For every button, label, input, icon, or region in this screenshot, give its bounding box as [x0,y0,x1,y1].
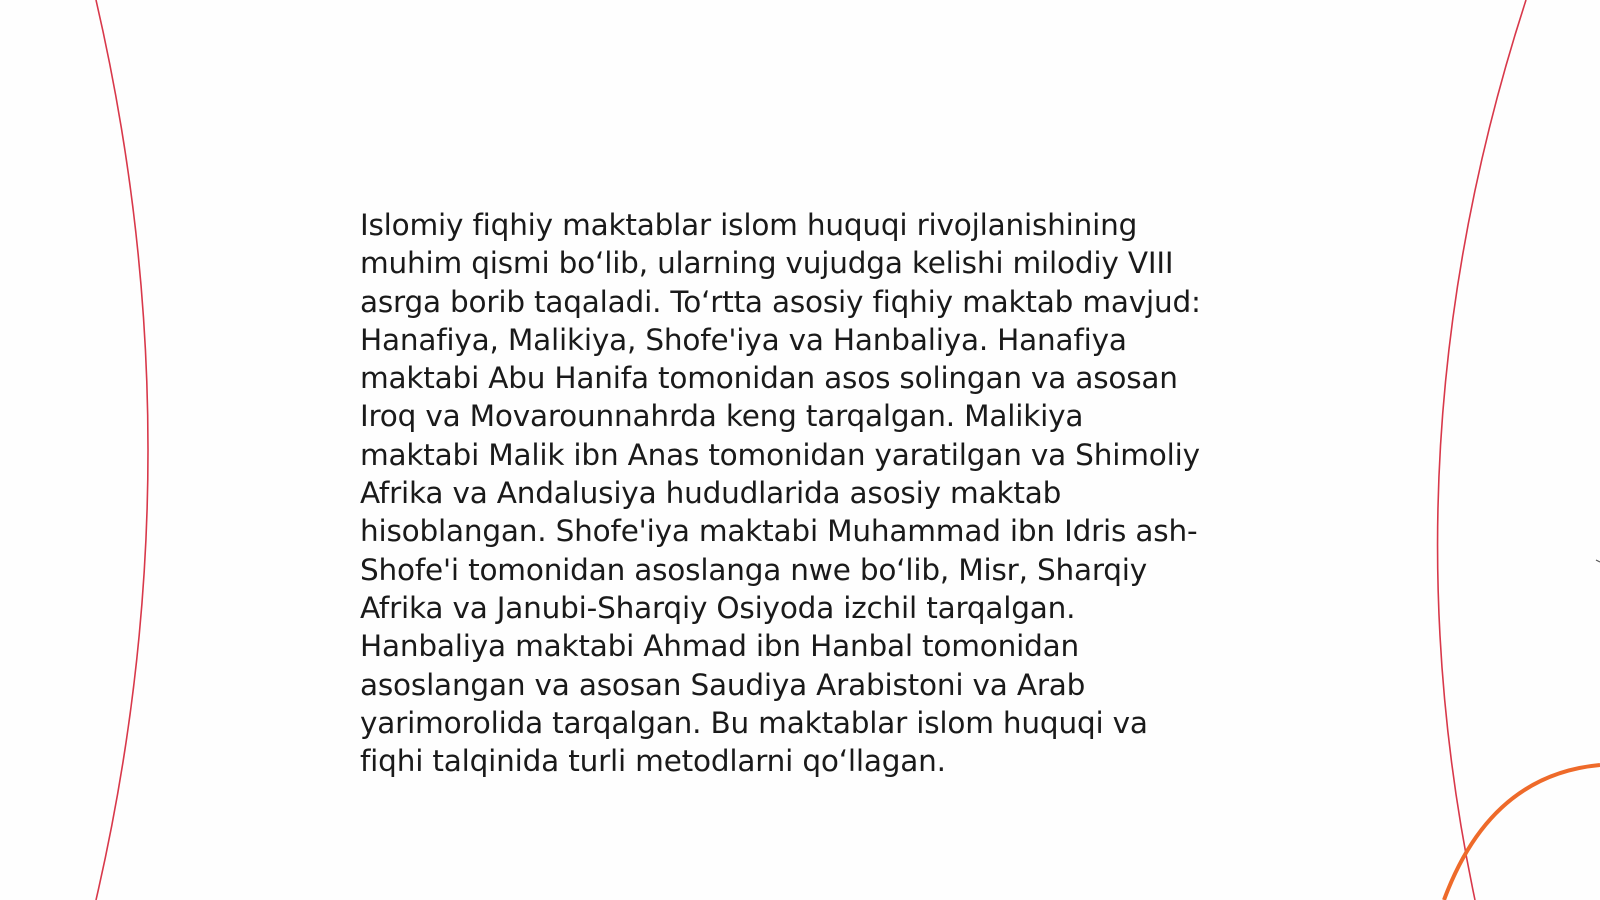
body-line: fiqhi talqinida turli metodlarni qoʻllagan. [360,744,946,779]
body-line: maktabi Abu Hanifa tomonidan asos solingan va asosan [360,361,1178,396]
corner-arc [1444,765,1600,900]
body-line: Islomiy fiqhiy maktablar islom huquqi rivojlanishining [360,208,1138,242]
body-paragraph [360,206,1230,780]
body-line: asrga borib taqaladi. Toʻrtta asosiy fiqhiy maktab mavjud: [360,284,1201,319]
body-line: yarimorolida tarqalgan. Bu maktablar islom huquqi va [360,705,1148,740]
left-curve [96,0,148,900]
body-line: muhim qismi boʻlib, ularning vujudga kelishi milodiy VIII [360,246,1174,281]
edge-tick [1596,560,1600,562]
body-line: Iroq va Movarounnahrda keng tarqalgan. Malikiya [360,399,1084,434]
body-line: Afrika va Andalusiya hududlarida asosiy maktab [360,476,1062,511]
body-line: Hanbaliya maktabi Ahmad ibn Hanbal tomonidan [360,629,1080,664]
body-line: Hanafiya, Malikiya, Shofe'iya va Hanbaliya. Hanafiya [360,322,1127,357]
body-line: hisoblangan. Shofe'iya maktabi Muhammad ibn Idris ash- [360,514,1198,549]
right-curve [1438,0,1526,900]
body-line: asoslangan va asosan Saudiya Arabistoni va Arab [360,667,1086,702]
body-line: maktabi Malik ibn Anas tomonidan yaratilgan va Shimoliy [360,437,1200,472]
body-line: Afrika va Janubi-Sharqiy Osiyoda izchil tarqalgan. [360,590,1076,625]
body-line: Shofe'i tomonidan asoslanga nwe boʻlib, Misr, Sharqiy [360,552,1148,587]
